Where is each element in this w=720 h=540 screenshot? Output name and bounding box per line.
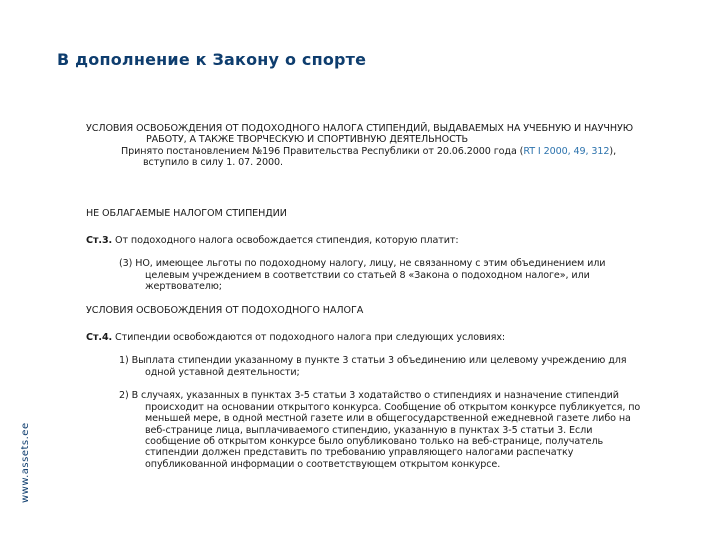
article-3-item-3: (3) НО, имеющее льготы по подоходному налогу, лицу, не связанному с этим объединением или целевым учреждением в соответствии со статьей 8 «Закона о подоходном налоге», или жертвователю; [119, 258, 606, 293]
article-4-text: Стипендии освобождаются от подоходного налога при следующих условиях: [112, 332, 506, 344]
adoption-text: Принято постановлением №196 Правительства Республики от 20.06.2000 года ( [121, 145, 524, 157]
section-heading-2: НЕ ОБЛАГАЕМЫЕ НАЛОГОМ СТИПЕНДИИ [86, 207, 287, 219]
section-heading-3: УСЛОВИЯ ОСВОБОЖДЕНИЯ ОТ ПОДОХОДНОГО НАЛОГА [86, 304, 364, 316]
article-4 [86, 332, 646, 343]
rt-reference-link[interactable]: RT I 2000, 49, 312 [523, 145, 610, 157]
document-body [86, 123, 646, 470]
adoption-note [121, 146, 646, 169]
article-4-item-1: 1) Выплата стипендии указанному в пункте 3 статьи 3 объединению или целевому учреждению для одной уставной деятельности; [119, 355, 627, 378]
article-3-number: Ст.3. [86, 235, 113, 247]
page-title: В дополнение к Закону о спорте [57, 50, 367, 69]
vertical-site-label: www.assets.ee [20, 422, 31, 503]
article-4-number: Ст.4. [86, 332, 113, 344]
article-3 [86, 235, 646, 246]
article-4-item-2: 2) В случаях, указанных в пунктах 3-5 статьи 3 ходатайство о стипендиях и назначение стипендий происходит на основании открытого конкурса. Сообщение об открытом конкурсе публикуется, по меньшей мере, в одной местной газете или в общегосударственной ежедневной газете либо на веб-странице лица, выплачиваемого стипендию, указанную в пунктах 3-5 статьи 3. Если сообщение об открытом конкурсе было опубликовано только на веб-странице, получатель стипендии должен представить по требованию управляющего налогами распечатку опубликованной информации о соответствующем открытом конкурсе. [119, 390, 641, 470]
article-3-text: От подоходного налога освобождается стипендия, которую платит: [112, 235, 459, 247]
adoption-text-end: ), вступило в силу 1. 07. 2000. [143, 145, 617, 169]
section-heading-1: УСЛОВИЯ ОСВОБОЖДЕНИЯ ОТ ПОДОХОДНОГО НАЛОГА СТИПЕНДИЙ, ВЫДАВАЕМЫХ НА УЧЕБНУЮ И НАУЧНУЮ РАБОТУ, А ТАКЖЕ ТВОРЧЕСКУЮ И СПОРТИВНУЮ ДЕЯТЕЛЬНОСТЬ [86, 123, 633, 146]
